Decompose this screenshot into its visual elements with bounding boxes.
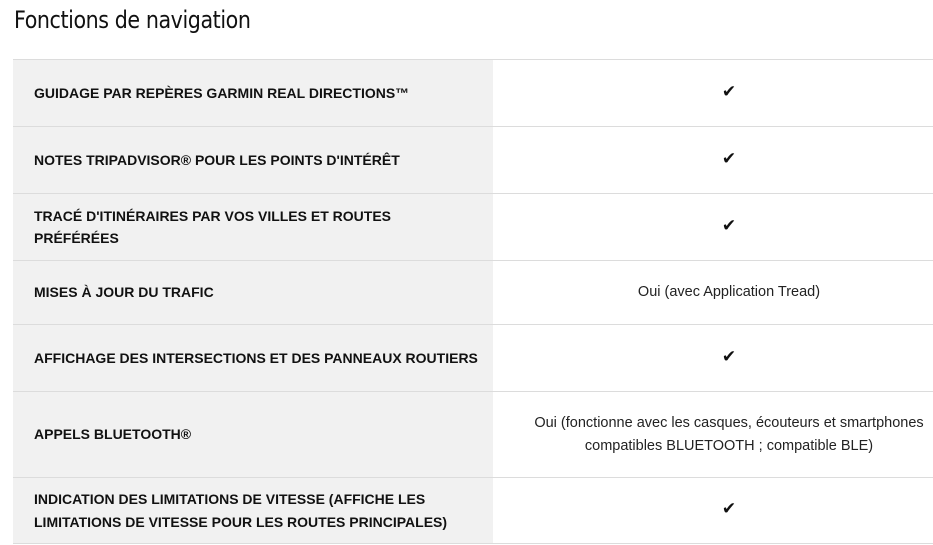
feature-value-text: Oui (fonctionne avec les casques, écouteurs et smartphones compatibles BLUETOOTH ; compatible BLE): [534, 415, 924, 454]
feature-label: AFFICHAGE DES INTERSECTIONS ET DES PANNEAUX ROUTIERS: [13, 325, 493, 392]
feature-value: [493, 325, 933, 392]
feature-value: [493, 478, 933, 544]
feature-label: MISES À JOUR DU TRAFIC: [13, 261, 493, 325]
feature-label: TRACÉ D'ITINÉRAIRES PAR VOS VILLES ET ROUTES PRÉFÉRÉES: [13, 194, 493, 261]
table-row: [13, 194, 933, 261]
table-row: [13, 478, 933, 544]
feature-value: [493, 194, 933, 261]
table-row: [13, 261, 933, 325]
feature-label: APPELS BLUETOOTH®: [13, 392, 493, 478]
checkmark-icon: ✔: [721, 346, 737, 367]
feature-label: GUIDAGE PAR REPÈRES GARMIN REAL DIRECTIONS™: [13, 60, 493, 127]
table-row: [13, 392, 933, 478]
checkmark-icon: ✔: [721, 148, 737, 169]
table-row: [13, 325, 933, 392]
feature-value: [493, 60, 933, 127]
checkmark-icon: ✔: [721, 215, 737, 236]
section-title: Fonctions de navigation: [14, 6, 251, 34]
feature-value-text: Oui (avec Application Tread): [637, 284, 821, 301]
checkmark-icon: ✔: [721, 499, 737, 520]
feature-label: NOTES TRIPADVISOR® POUR LES POINTS D'INTÉRÊT: [13, 127, 493, 194]
table-row: [13, 60, 933, 127]
feature-label: INDICATION DES LIMITATIONS DE VITESSE (AFFICHE LES LIMITATIONS DE VITESSE POUR LES ROUTES PRINCIPALES): [13, 478, 493, 544]
navigation-features-table: [13, 59, 933, 544]
checkmark-icon: ✔: [721, 81, 737, 102]
feature-value: [493, 127, 933, 194]
table-row: [13, 127, 933, 194]
